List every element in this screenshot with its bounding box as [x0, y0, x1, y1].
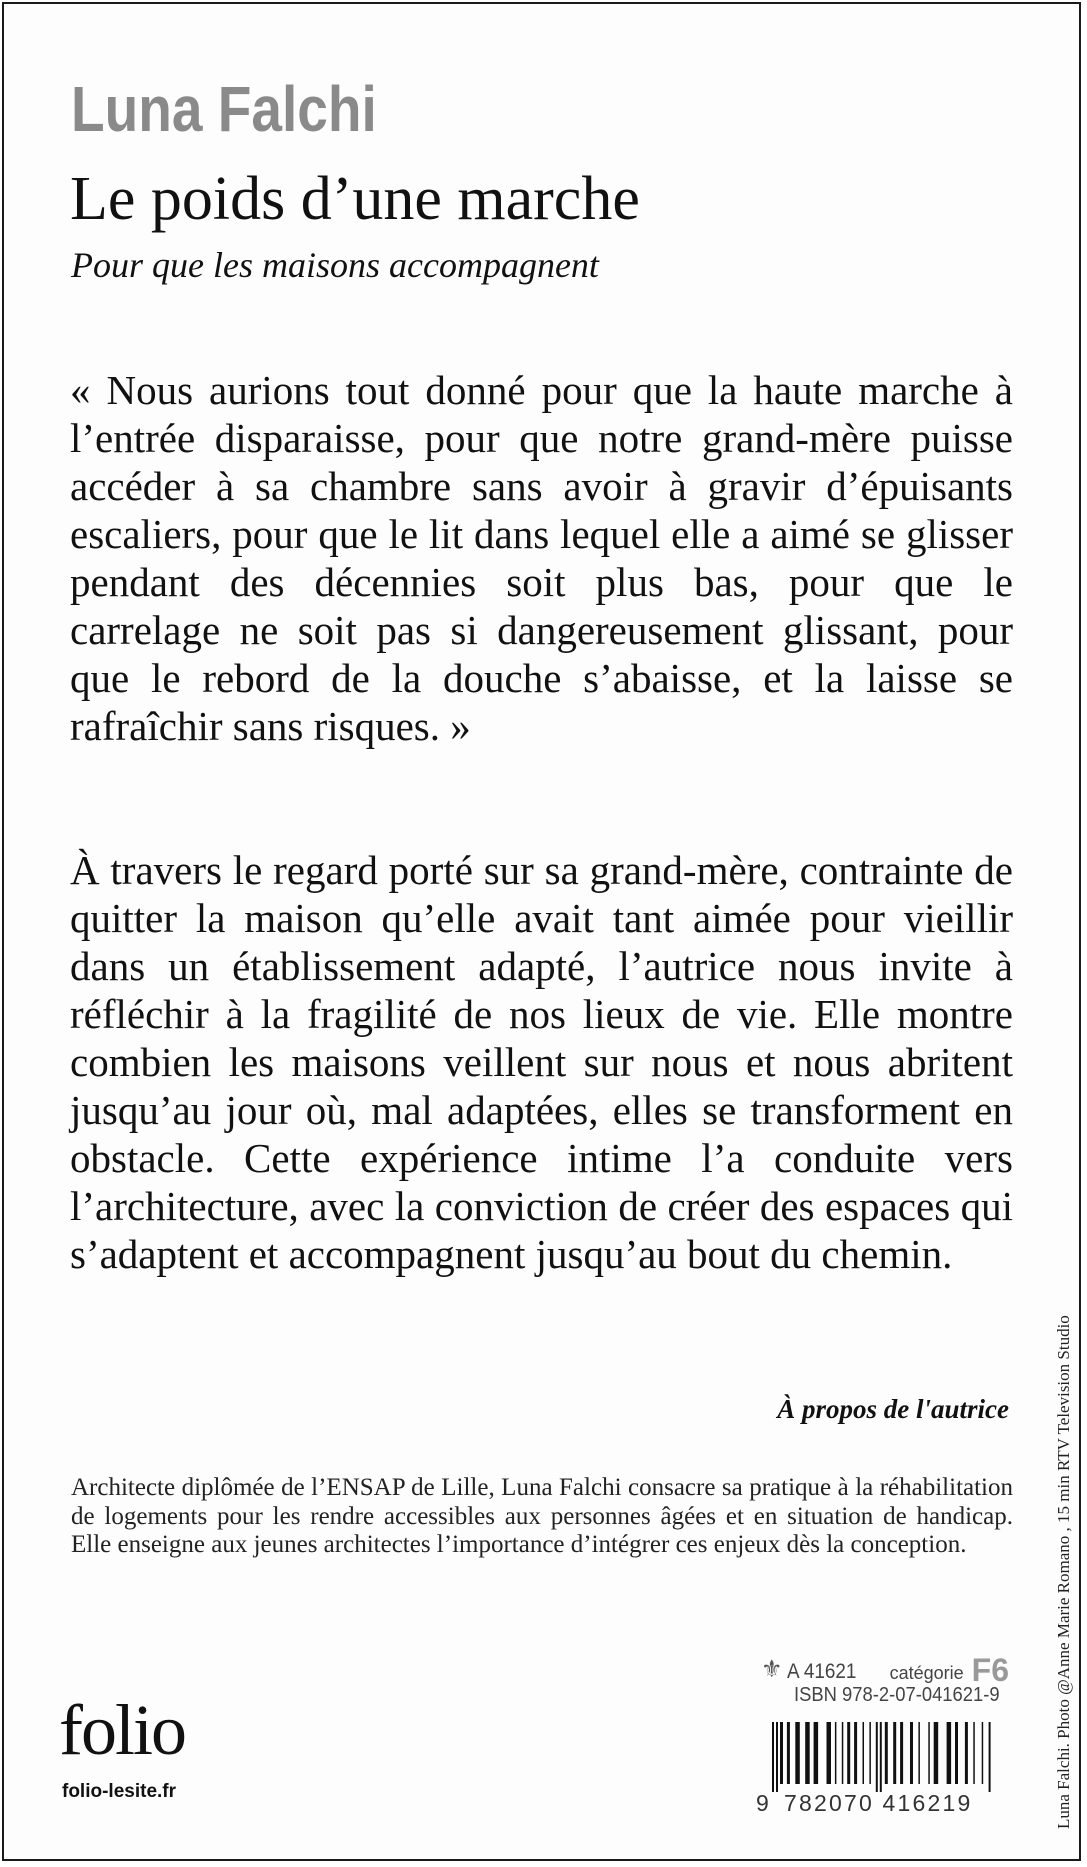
barcode-bar	[827, 1722, 832, 1784]
category-label: catégorie	[889, 1663, 964, 1683]
barcode-bar	[863, 1722, 865, 1784]
barcode-bar	[854, 1722, 857, 1784]
about-author-heading: À propos de l'autrice	[777, 1394, 1009, 1424]
barcode-bar	[955, 1722, 958, 1784]
barcode-bar	[835, 1722, 837, 1784]
barcode-bar	[928, 1722, 930, 1784]
book-title: Le poids d’une marche	[70, 165, 640, 233]
author-bio: Architecte diplômée de l’ENSAP de Lille, Luna Falchi consacre sa pratique à la réhabilitation de logements pour les rendre accessibles aux personnes âgées et en situation de handicap. Elle enseigne aux jeunes architectes l’importance d’intégrer ces enjeux dès la conception.	[71, 1474, 1013, 1558]
barcode-bar	[989, 1722, 991, 1792]
publisher-website: folio-lesite.fr	[62, 1781, 177, 1802]
barcode-bar	[847, 1722, 850, 1784]
barcode-bar	[780, 1722, 783, 1784]
barcode-bar	[934, 1722, 939, 1784]
barcode-bar	[947, 1722, 952, 1784]
barcode-number: 782070 416219	[784, 1790, 973, 1816]
barcode-bar	[842, 1722, 844, 1784]
author-name: Luna Falchi	[71, 73, 377, 145]
barcode-bar	[787, 1722, 790, 1784]
barcode-bar	[880, 1722, 882, 1792]
barcode-bar	[900, 1722, 903, 1784]
catalog-code-row	[761, 1652, 1010, 1688]
barcode-bar	[814, 1722, 819, 1784]
category-value: F6	[971, 1652, 1010, 1688]
barcode-bar	[885, 1722, 888, 1784]
publisher-mark-icon: ⚜	[761, 1656, 783, 1683]
excerpt-quote: « Nous aurions tout donné pour que la haute marche à l’entrée disparaisse, pour que notre grand-mère puisse accéder à sa chambre sans avoir à gravir d’épuisants escaliers, pour que le lit dans lequel elle a aimé se glisser pendant des décennies soit plus bas, pour que le carrelage ne soit pas si dangereusement glissant, pour que le rebord de la douche s’abaisse, et la laisse se rafraîchir sans risques. »	[70, 367, 1013, 749]
barcode-bar	[910, 1722, 913, 1784]
barcode	[770, 1722, 992, 1792]
barcode-bar	[776, 1722, 778, 1792]
barcode-bar	[869, 1722, 871, 1784]
barcode-bar	[876, 1722, 878, 1792]
barcode-bar	[982, 1722, 984, 1784]
barcode-bar	[965, 1722, 968, 1784]
isbn: ISBN 978-2-07-041621-9	[794, 1684, 1000, 1706]
barcode-bar	[918, 1722, 920, 1784]
book-subtitle: Pour que les maisons accompagnent	[71, 245, 599, 285]
book-description: À travers le regard porté sur sa grand-mère, contrainte de quitter la maison qu’elle avait tant aimée pour vieillir dans un établissement adapté, l’autrice nous invite à réfléchir à la fragilité de nos lieux de vie. Elle montre combien les maisons veillent sur nous et nous abritent jusqu’au jour où, mal adaptées, elles se transforment en obstacle. Cette expérience intime l’a conduite vers l’architecture, avec la conviction de créer des espaces qui s’adaptent et accompagnent jusqu’au bout du chemin.	[70, 847, 1013, 1277]
barcode-lead-digit: 9	[756, 1790, 769, 1816]
photo-credit: Luna Falchi. Photo @Anne Marie Romano , 15 min RTV Television Studio	[1054, 1315, 1073, 1829]
barcode-bar	[893, 1722, 896, 1784]
barcode-bar	[795, 1722, 800, 1784]
barcode-bar	[973, 1722, 975, 1784]
folio-logo: folio	[59, 1690, 185, 1770]
barcode-bar	[772, 1722, 774, 1792]
catalog-code: A 41621	[786, 1660, 856, 1683]
barcode-bar	[805, 1722, 810, 1784]
back-cover	[2, 2, 1081, 1861]
